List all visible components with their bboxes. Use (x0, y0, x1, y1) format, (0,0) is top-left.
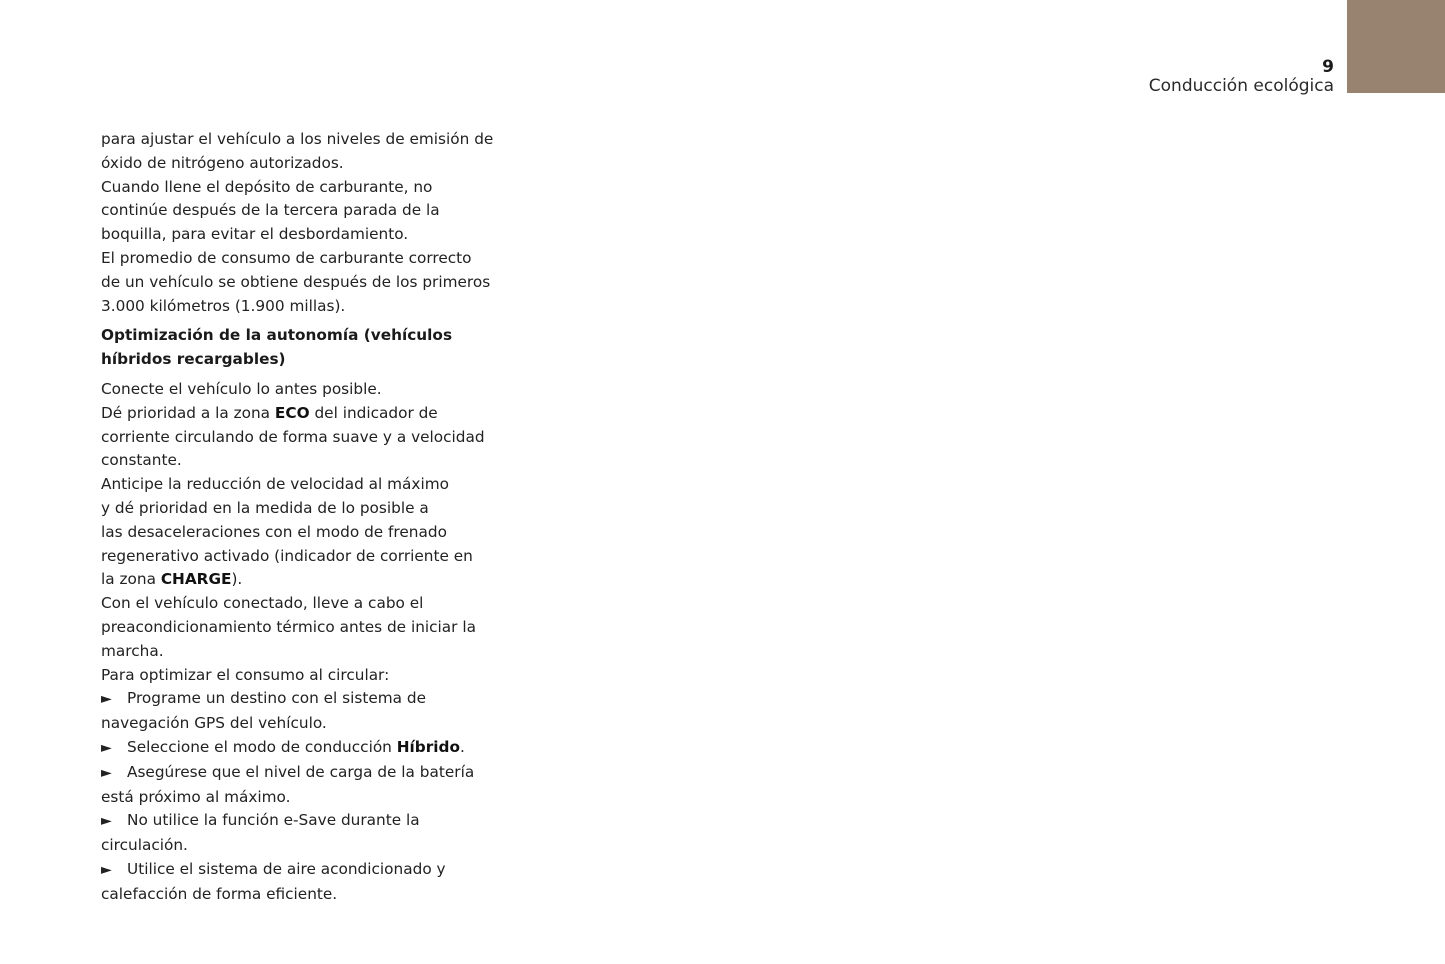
bullet-arrow-icon: ► (101, 764, 112, 781)
bullet-item (101, 809, 496, 858)
bullet-text: está próximo al máximo. (101, 787, 291, 806)
heading-line: híbridos recargables) (101, 350, 286, 369)
text-line: de un vehículo se obtiene después de los primeros (101, 272, 491, 291)
bullet-text: Programe un destino con el sistema de (127, 689, 427, 708)
bullet-arrow-icon: ► (101, 739, 112, 756)
page-number: 9 (1322, 57, 1334, 77)
bullet-text: Utilice el sistema de aire acondicionado y (127, 859, 446, 878)
text-span: Dé prioridad a la zona (101, 403, 275, 422)
bullet-text: Seleccione el modo de conducción (127, 737, 397, 756)
text-line: corriente circulando de forma suave y a velocidad (101, 427, 485, 446)
heading-line: Optimización de la autonomía (vehículos (101, 326, 453, 345)
text-line (101, 402, 496, 426)
text-line: Con el vehículo conectado, lleve a cabo el (101, 594, 424, 613)
text-line: Anticipe la reducción de velocidad al máximo (101, 475, 449, 494)
text-span: la zona (101, 570, 161, 589)
intro-paragraphs (101, 128, 496, 318)
text-line: y dé prioridad en la medida de lo posible a (101, 498, 429, 517)
text-column (101, 128, 496, 907)
text-line: 3.000 kilómetros (1.900 millas). (101, 296, 346, 315)
text-line: continúe después de la tercera parada de la (101, 201, 440, 220)
section-title: Conducción ecológica (1148, 76, 1334, 96)
text-span: del indicador de (309, 403, 438, 422)
text-line: preacondicionamiento térmico antes de iniciar la (101, 617, 476, 636)
text-line (101, 568, 496, 592)
charge-zone-label: CHARGE (160, 570, 232, 589)
bullet-text: circulación. (101, 836, 188, 855)
text-line: Cuando llene el depósito de carburante, no (101, 177, 433, 196)
bullet-text: navegación GPS del vehículo. (101, 714, 327, 733)
bullet-item (101, 687, 496, 736)
hybrid-mode-label: Híbrido (396, 737, 460, 756)
chapter-tab (1347, 0, 1445, 93)
text-line: marcha. (101, 641, 164, 660)
bullet-text: Asegúrese que el nivel de carga de la batería (127, 762, 475, 781)
bullet-arrow-icon: ► (101, 813, 112, 830)
text-line: Para optimizar el consumo al circular: (101, 665, 390, 684)
text-line: Conecte el vehículo lo antes posible. (101, 379, 382, 398)
bullet-list (101, 687, 496, 906)
text-line: las desaceleraciones con el modo de frenado (101, 522, 447, 541)
bullet-item (101, 736, 496, 761)
bullet-text: . (460, 737, 465, 756)
bullet-item (101, 761, 496, 810)
bullet-arrow-icon: ► (101, 691, 112, 708)
text-line: regenerativo activado (indicador de corriente en (101, 546, 473, 565)
text-line: boquilla, para evitar el desbordamiento. (101, 225, 409, 244)
text-span: ). (231, 570, 243, 589)
bullet-text: No utilice la función e-Save durante la (127, 811, 420, 830)
text-line: constante. (101, 451, 182, 470)
bullet-arrow-icon: ► (101, 861, 112, 878)
text-line: óxido de nitrógeno autorizados. (101, 153, 344, 172)
bullet-text: calefacción de forma eficiente. (101, 884, 338, 903)
bullet-item (101, 858, 496, 907)
text-line: El promedio de consumo de carburante correcto (101, 248, 472, 267)
text-line: para ajustar el vehículo a los niveles de emisión de (101, 130, 494, 148)
subsection-heading (101, 324, 496, 372)
eco-zone-label: ECO (274, 403, 310, 422)
body-paragraphs (101, 378, 496, 687)
